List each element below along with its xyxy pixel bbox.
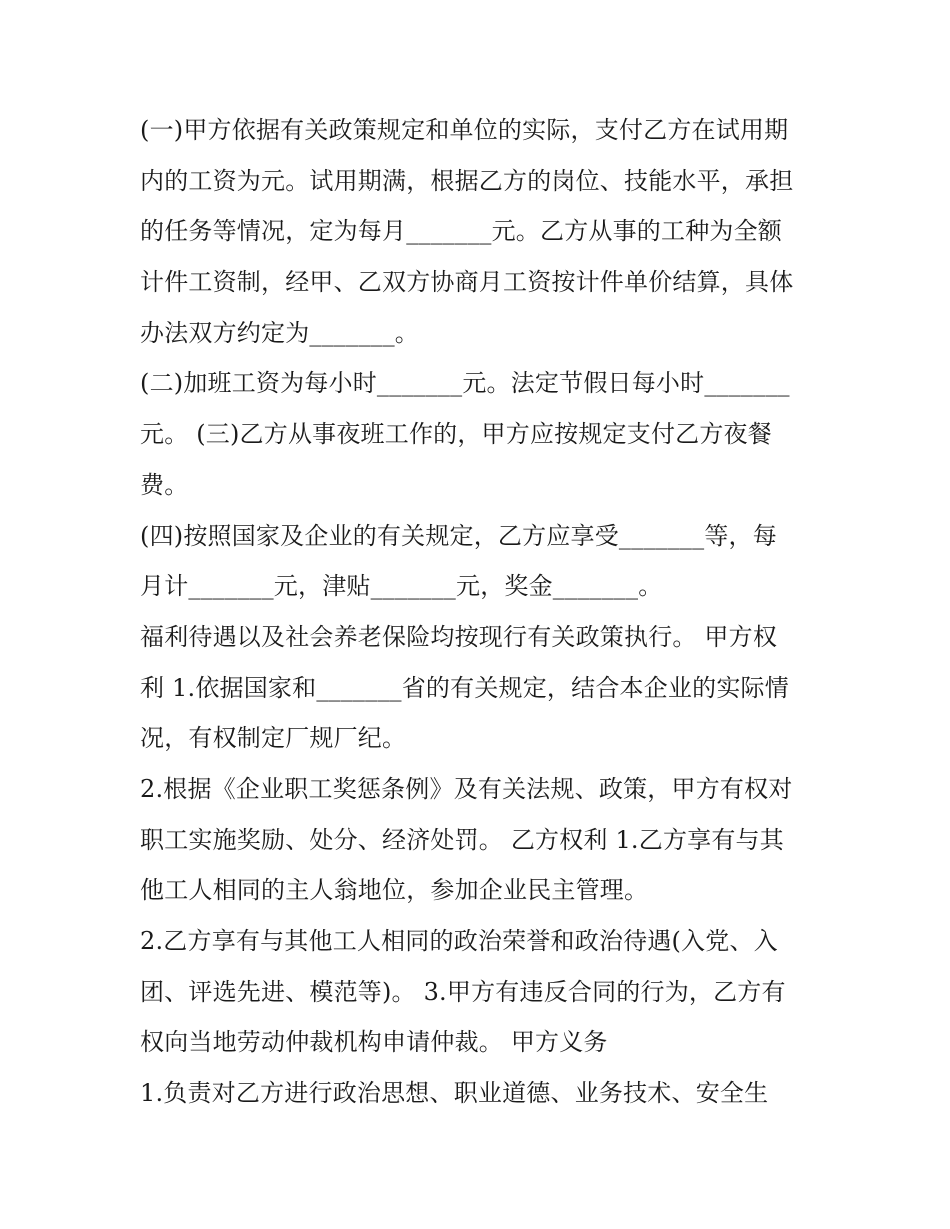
text-line: 团、评选先进、模范等)。 3.甲方有违反合同的行为，乙方有 (140, 977, 786, 1006)
text-line: 费。 (140, 470, 189, 499)
text-line: 元。 (三)乙方从事夜班工作的，甲方应按规定支付乙方夜餐 (140, 420, 772, 449)
text-line: 2.乙方享有与其他工人相同的政治荣誉和政治待遇(入党、入 (140, 927, 778, 955)
text-line: 利 1.依据国家和_______省的有关规定，结合本企业的实际情 (140, 673, 789, 702)
text-line: (二)加班工资为每小时_______元。法定节假日每小时_______ (140, 369, 790, 398)
document-body (140, 105, 820, 1119)
text-line: 办法双方约定为_______。 (140, 318, 419, 347)
text-line: 1.负责对乙方进行政治思想、职业道德、业务技术、安全生 (140, 1079, 769, 1108)
text-line: 职工实施奖励、处分、经济处罚。 乙方权利 1.乙方享有与其 (140, 825, 784, 854)
text-line: 2.根据《企业职工奖惩条例》及有关法规、政策，甲方有权对 (140, 774, 793, 803)
text-line: (四)按照国家及企业的有关规定，乙方应享受_______等，每 (140, 521, 777, 550)
text-line: (一)甲方依据有关政策规定和单位的实际，支付乙方在试用期 (140, 116, 789, 144)
text-line: 月计_______元，津贴_______元，奖金_______。 (140, 572, 663, 601)
text-line: 计件工资制，经甲、乙双方协商月工资按计件单价结算，具体 (140, 268, 794, 297)
text-line: 内的工资为元。试用期满，根据乙方的岗位、技能水平，承担 (140, 166, 794, 195)
text-line: 况，有权制定厂规厂纪。 (140, 724, 407, 753)
text-line: 他工人相同的主人翁地位，参加企业民主管理。 (140, 876, 649, 905)
text-line: 的任务等情况，定为每月_______元。乙方从事的工种为全额 (140, 217, 782, 246)
text-line: 福利待遇以及社会养老保险均按现行有关政策执行。 甲方权 (140, 622, 778, 651)
text-line: 权向当地劳动仲裁机构申请仲裁。 甲方义务 (140, 1028, 608, 1057)
